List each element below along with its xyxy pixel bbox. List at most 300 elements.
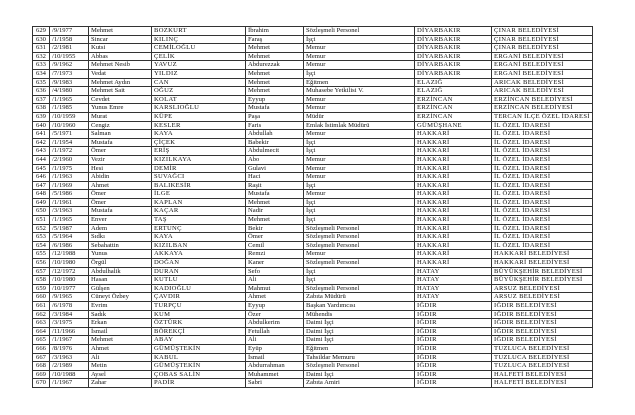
first-name-cell: Kutsi — [89, 44, 152, 53]
birth-date-cell: /1/1958 — [50, 35, 89, 44]
father-name-cell: Abdurezzak — [246, 61, 304, 70]
province-cell: HAKKARİ — [415, 164, 492, 173]
position-cell: Sözleşmeli Personel — [304, 224, 415, 233]
first-name-cell: Murat — [89, 112, 152, 121]
position-cell: İşçi — [304, 181, 415, 190]
province-cell: DİYARBAKIR — [415, 35, 492, 44]
institution-cell: HALFETİ BELEDİYESİ — [492, 370, 593, 379]
table-row — [33, 78, 593, 87]
table-row — [33, 259, 593, 268]
position-cell: İşçi — [304, 198, 415, 207]
father-name-cell: Raşit — [246, 181, 304, 190]
father-name-cell: Mehmet — [246, 198, 304, 207]
first-name-cell: Evrim — [89, 302, 152, 311]
table-row — [33, 61, 593, 70]
birth-date-cell: /1/1961 — [50, 198, 89, 207]
position-cell: İşçi — [304, 267, 415, 276]
first-name-cell: Aysel — [89, 370, 152, 379]
birth-date-cell: /9/1983 — [50, 78, 89, 87]
table-row — [33, 327, 593, 336]
birth-date-cell: /9/1965 — [50, 293, 89, 302]
first-name-cell: Ahmet — [89, 181, 152, 190]
row-number-cell: 650 — [33, 207, 50, 216]
row-number-cell: 669 — [33, 370, 50, 379]
father-name-cell: Mehmet — [246, 69, 304, 78]
table-row — [33, 112, 593, 121]
institution-cell: ÇINAR BELEDİYESİ — [492, 27, 593, 36]
institution-cell: TUZLUCA BELEDİYESİ — [492, 344, 593, 353]
first-name-cell: Ali — [89, 353, 152, 362]
row-number-cell: 655 — [33, 250, 50, 259]
institution-cell: HAKKARİ BELEDİYESİ — [492, 259, 593, 268]
province-cell: HAKKARİ — [415, 130, 492, 139]
institution-cell: ÇINAR BELEDİYESİ — [492, 44, 593, 53]
institution-cell: ARSUZ BELEDİYESİ — [492, 293, 593, 302]
father-name-cell: Faris — [246, 121, 304, 130]
birth-date-cell: /6/1986 — [50, 241, 89, 250]
father-name-cell: Faraş — [246, 35, 304, 44]
position-cell: Sözleşmeli Personel — [304, 241, 415, 250]
position-cell: Daimi İşçi — [304, 370, 415, 379]
father-name-cell: Sefo — [246, 267, 304, 276]
birth-date-cell: /1/1975 — [50, 164, 89, 173]
father-name-cell: Eyüp — [246, 344, 304, 353]
table-row — [33, 267, 593, 276]
first-name-cell: Örgül — [89, 259, 152, 268]
table-row — [33, 241, 593, 250]
position-cell: Sözleşmeli Personel — [304, 27, 415, 36]
surname-cell: DEMİR — [152, 164, 246, 173]
surname-cell: ÇOBAS SALİN — [152, 370, 246, 379]
first-name-cell: Mehmet Nesib — [89, 61, 152, 70]
position-cell: Sözleşmeli Personel — [304, 259, 415, 268]
surname-cell: CAN — [152, 78, 246, 87]
first-name-cell: Adem — [89, 224, 152, 233]
table-row — [33, 27, 593, 36]
father-name-cell: Mehmet — [246, 52, 304, 61]
institution-cell: ARICAK BELEDİYESİ — [492, 78, 593, 87]
table-row — [33, 284, 593, 293]
position-cell: İşçi — [304, 35, 415, 44]
father-name-cell: İbrahim — [246, 27, 304, 36]
table-row — [33, 164, 593, 173]
birth-date-cell: /8/1976 — [50, 344, 89, 353]
first-name-cell: Ömer — [89, 190, 152, 199]
father-name-cell: Ali — [246, 276, 304, 285]
personnel-table — [32, 26, 593, 388]
institution-cell: HALFETİ BELEDİYESİ — [492, 379, 593, 388]
table-row — [33, 155, 593, 164]
birth-date-cell: /1/1972 — [50, 147, 89, 156]
first-name-cell: Yunus — [89, 250, 152, 259]
position-cell: Memur — [304, 130, 415, 139]
row-number-cell: 654 — [33, 241, 50, 250]
province-cell: HAKKARİ — [415, 190, 492, 199]
table-row — [33, 95, 593, 104]
first-name-cell: Vezir — [89, 155, 152, 164]
surname-cell: ÇİÇEK — [152, 138, 246, 147]
surname-cell: ÇELİK — [152, 52, 246, 61]
surname-cell: KIZILKAYA — [152, 155, 246, 164]
institution-cell: İL ÖZEL İDARESİ — [492, 233, 593, 242]
row-number-cell: 659 — [33, 284, 50, 293]
province-cell: HAKKARİ — [415, 173, 492, 182]
row-number-cell: 657 — [33, 267, 50, 276]
birth-date-cell: /10/1960 — [50, 121, 89, 130]
father-name-cell: Nadir — [246, 207, 304, 216]
father-name-cell: Abdulkerim — [246, 319, 304, 328]
institution-cell: ERZİNCAN BELEDİYESİ — [492, 104, 593, 113]
row-number-cell: 661 — [33, 302, 50, 311]
father-name-cell: Muhammet — [246, 370, 304, 379]
position-cell: Memur — [304, 250, 415, 259]
birth-date-cell: /12/1988 — [50, 250, 89, 259]
institution-cell: IĞDIR BELEDİYESİ — [492, 319, 593, 328]
row-number-cell: 639 — [33, 112, 50, 121]
father-name-cell: Mehmet — [246, 78, 304, 87]
surname-cell: AKKAYA — [152, 250, 246, 259]
first-name-cell: Sebahattin — [89, 241, 152, 250]
position-cell: Memur — [304, 61, 415, 70]
first-name-cell: Enver — [89, 216, 152, 225]
province-cell: HAKKARİ — [415, 181, 492, 190]
birth-date-cell: /2/1981 — [50, 44, 89, 53]
row-number-cell: 649 — [33, 198, 50, 207]
row-number-cell: 646 — [33, 173, 50, 182]
institution-cell: İL ÖZEL İDARESİ — [492, 241, 593, 250]
table-row — [33, 69, 593, 78]
position-cell: Emlak İstimlak Müdürü — [304, 121, 415, 130]
table-row — [33, 336, 593, 345]
birth-date-cell: /10/1955 — [50, 52, 89, 61]
position-cell: Daimi İşçi — [304, 336, 415, 345]
birth-date-cell: /3/1975 — [50, 319, 89, 328]
first-name-cell: Mustafa — [89, 207, 152, 216]
institution-cell: TUZLUCA BELEDİYESİ — [492, 362, 593, 371]
position-cell: İşçi — [304, 276, 415, 285]
surname-cell: KABUL — [152, 353, 246, 362]
institution-cell: İL ÖZEL İDARESİ — [492, 181, 593, 190]
father-name-cell: Mehmet — [246, 216, 304, 225]
province-cell: HAKKARİ — [415, 224, 492, 233]
institution-cell: ÇINAR BELEDİYESİ — [492, 35, 593, 44]
first-name-cell: Abdulhalik — [89, 267, 152, 276]
birth-date-cell: /3/1963 — [50, 353, 89, 362]
province-cell: DİYARBAKIR — [415, 44, 492, 53]
first-name-cell: Cengiz — [89, 121, 152, 130]
row-number-cell: 660 — [33, 293, 50, 302]
birth-date-cell: /1/1965 — [50, 95, 89, 104]
first-name-cell: Sincar — [89, 35, 152, 44]
first-name-cell: Abbas — [89, 52, 152, 61]
first-name-cell: Ömer — [89, 147, 152, 156]
father-name-cell: Haci — [246, 173, 304, 182]
institution-cell: İL ÖZEL İDARESİ — [492, 190, 593, 199]
row-number-cell: 631 — [33, 44, 50, 53]
surname-cell: ÇAVDIR — [152, 293, 246, 302]
surname-cell: BÖREKÇİ — [152, 327, 246, 336]
father-name-cell: Abdullah — [246, 130, 304, 139]
birth-date-cell: /3/1984 — [50, 310, 89, 319]
first-name-cell: Vedat — [89, 69, 152, 78]
table-row — [33, 353, 593, 362]
province-cell: IĞDIR — [415, 344, 492, 353]
father-name-cell: Mehmet — [246, 44, 304, 53]
position-cell: Zabıta Amiri — [304, 379, 415, 388]
position-cell: Memur — [304, 44, 415, 53]
position-cell: Eğitmen — [304, 344, 415, 353]
province-cell: DİYARBAKIR — [415, 61, 492, 70]
birth-date-cell: /2/1989 — [50, 362, 89, 371]
surname-cell: CEMİLOĞLU — [152, 44, 246, 53]
institution-cell: İL ÖZEL İDARESİ — [492, 207, 593, 216]
position-cell: Memur — [304, 190, 415, 199]
father-name-cell: Mehmet — [246, 87, 304, 96]
father-name-cell: Özer — [246, 310, 304, 319]
birth-date-cell: /5/1971 — [50, 130, 89, 139]
birth-date-cell: /2/1960 — [50, 155, 89, 164]
birth-date-cell: /1/1967 — [50, 336, 89, 345]
birth-date-cell: /5/1964 — [50, 233, 89, 242]
row-number-cell: 652 — [33, 224, 50, 233]
birth-date-cell: /10/1977 — [50, 284, 89, 293]
position-cell: İşçi — [304, 138, 415, 147]
institution-cell: ERGANİ BELEDİYESİ — [492, 61, 593, 70]
row-number-cell: 633 — [33, 61, 50, 70]
row-number-cell: 667 — [33, 353, 50, 362]
province-cell: ERZİNCAN — [415, 95, 492, 104]
row-number-cell: 665 — [33, 336, 50, 345]
province-cell: DİYARBAKIR — [415, 52, 492, 61]
table-row — [33, 44, 593, 53]
first-name-cell: Salman — [89, 130, 152, 139]
province-cell: HATAY — [415, 267, 492, 276]
surname-cell: GÜMÜŞTEKİN — [152, 344, 246, 353]
surname-cell: KADIOĞLU — [152, 284, 246, 293]
first-name-cell: Mehmet — [89, 27, 152, 36]
province-cell: GÜMÜŞHANE — [415, 121, 492, 130]
province-cell: DİYARBAKIR — [415, 69, 492, 78]
row-number-cell: 637 — [33, 95, 50, 104]
table-row — [33, 198, 593, 207]
institution-cell: HAKKARİ BELEDİYESİ — [492, 250, 593, 259]
table-row — [33, 276, 593, 285]
institution-cell: IĞDIR BELEDİYESİ — [492, 302, 593, 311]
row-number-cell: 666 — [33, 344, 50, 353]
surname-cell: ERTUNÇ — [152, 224, 246, 233]
surname-cell: İLGE — [152, 190, 246, 199]
first-name-cell: Metin — [89, 362, 152, 371]
province-cell: IĞDIR — [415, 319, 492, 328]
first-name-cell: Erkan — [89, 319, 152, 328]
institution-cell: BÜYÜKŞEHİR BELEDİYESİ — [492, 276, 593, 285]
province-cell: HAKKARİ — [415, 259, 492, 268]
birth-date-cell: /1/1985 — [50, 104, 89, 113]
position-cell: Tahsildar Memuru — [304, 353, 415, 362]
position-cell: İşçi — [304, 207, 415, 216]
position-cell: Mühendis — [304, 310, 415, 319]
surname-cell: TURPÇU — [152, 302, 246, 311]
surname-cell: KESLER — [152, 121, 246, 130]
first-name-cell: Abidin — [89, 173, 152, 182]
table-row — [33, 293, 593, 302]
first-name-cell: Mehmet Sait — [89, 87, 152, 96]
father-name-cell: Cemil — [246, 241, 304, 250]
table-row — [33, 216, 593, 225]
father-name-cell: Remzi — [246, 250, 304, 259]
first-name-cell: Cüneyt Özbey — [89, 293, 152, 302]
surname-cell: SUVAĞCI — [152, 173, 246, 182]
institution-cell: İL ÖZEL İDARESİ — [492, 198, 593, 207]
province-cell: IĞDIR — [415, 353, 492, 362]
father-name-cell: Abdulmecit — [246, 147, 304, 156]
row-number-cell: 670 — [33, 379, 50, 388]
institution-cell: ERGANİ BELEDİYESİ — [492, 69, 593, 78]
province-cell: HAKKARİ — [415, 138, 492, 147]
father-name-cell: Ömer — [246, 233, 304, 242]
surname-cell: KIZILBAN — [152, 241, 246, 250]
position-cell: Memur — [304, 173, 415, 182]
position-cell: Sözleşmeli Personel — [304, 284, 415, 293]
row-number-cell: 651 — [33, 216, 50, 225]
birth-date-cell: /12/1972 — [50, 267, 89, 276]
province-cell: IĞDIR — [415, 302, 492, 311]
birth-date-cell: /1/1954 — [50, 138, 89, 147]
first-name-cell: Mustafa — [89, 138, 152, 147]
row-number-cell: 641 — [33, 130, 50, 139]
province-cell: HAKKARİ — [415, 241, 492, 250]
table-row — [33, 319, 593, 328]
institution-cell: ERZİNCAN BELEDİYESİ — [492, 95, 593, 104]
first-name-cell: Hasan — [89, 276, 152, 285]
table-row — [33, 362, 593, 371]
row-number-cell: 658 — [33, 276, 50, 285]
institution-cell: İL ÖZEL İDARESİ — [492, 224, 593, 233]
surname-cell: KÜPE — [152, 112, 246, 121]
position-cell: İşçi — [304, 69, 415, 78]
province-cell: HAKKARİ — [415, 250, 492, 259]
province-cell: IĞDIR — [415, 310, 492, 319]
institution-cell: ARSUZ BELEDİYESİ — [492, 284, 593, 293]
birth-date-cell: /5/1987 — [50, 224, 89, 233]
institution-cell: İL ÖZEL İDARESİ — [492, 155, 593, 164]
position-cell: Daimi İşçi — [304, 319, 415, 328]
row-number-cell: 642 — [33, 138, 50, 147]
surname-cell: TAŞ — [152, 216, 246, 225]
row-number-cell: 663 — [33, 319, 50, 328]
birth-date-cell: /4/1980 — [50, 87, 89, 96]
province-cell: IĞDIR — [415, 362, 492, 371]
position-cell: Memur — [304, 104, 415, 113]
position-cell: Müdür — [304, 112, 415, 121]
position-cell: Memur — [304, 155, 415, 164]
row-number-cell: 644 — [33, 155, 50, 164]
row-number-cell: 645 — [33, 164, 50, 173]
first-name-cell: Hesi — [89, 164, 152, 173]
province-cell: ELAZIĞ — [415, 78, 492, 87]
father-name-cell: Kaner — [246, 259, 304, 268]
surname-cell: GÜMÜŞTEKİN — [152, 362, 246, 371]
position-cell: Muhasebe Yetkilisi V. — [304, 87, 415, 96]
row-number-cell: 647 — [33, 181, 50, 190]
first-name-cell: Mehmet Aydın — [89, 78, 152, 87]
father-name-cell: Mustafa — [246, 104, 304, 113]
surname-cell: DURAN — [152, 267, 246, 276]
table-row — [33, 35, 593, 44]
institution-cell: TERCAN İLÇE ÖZEL İDARESİ — [492, 112, 593, 121]
table-row — [33, 130, 593, 139]
province-cell: IĞDIR — [415, 336, 492, 345]
table-row — [33, 138, 593, 147]
table-row — [33, 52, 593, 61]
province-cell: DİYARBAKIR — [415, 27, 492, 36]
surname-cell: YILDIZ — [152, 69, 246, 78]
father-name-cell: Fetullah — [246, 327, 304, 336]
institution-cell: İL ÖZEL İDARESİ — [492, 216, 593, 225]
institution-cell: ARICAK BELEDİYESİ — [492, 87, 593, 96]
table-row — [33, 173, 593, 182]
province-cell: IĞDIR — [415, 379, 492, 388]
birth-date-cell: /1/1969 — [50, 181, 89, 190]
row-number-cell: 668 — [33, 362, 50, 371]
province-cell: IĞDIR — [415, 327, 492, 336]
father-name-cell: Eyyup — [246, 95, 304, 104]
position-cell: Memur — [304, 164, 415, 173]
institution-cell: İL ÖZEL İDARESİ — [492, 147, 593, 156]
table-row — [33, 181, 593, 190]
position-cell: Zabıta Müdürü — [304, 293, 415, 302]
position-cell: Başkan Yardımcısı — [304, 302, 415, 311]
table-row — [33, 370, 593, 379]
surname-cell: KAÇAR — [152, 207, 246, 216]
surname-cell: DOĞAN — [152, 259, 246, 268]
row-number-cell: 634 — [33, 69, 50, 78]
table-row — [33, 87, 593, 96]
father-name-cell: Sabri — [246, 379, 304, 388]
surname-cell: ABAY — [152, 336, 246, 345]
surname-cell: ÖZTÜRK — [152, 319, 246, 328]
birth-date-cell: /10/1988 — [50, 370, 89, 379]
row-number-cell: 630 — [33, 35, 50, 44]
first-name-cell: Yunus Emre — [89, 104, 152, 113]
row-number-cell: 643 — [33, 147, 50, 156]
row-number-cell: 656 — [33, 259, 50, 268]
father-name-cell: Ahmet — [246, 293, 304, 302]
father-name-cell: Abdurrahman — [246, 362, 304, 371]
province-cell: HATAY — [415, 284, 492, 293]
surname-cell: PADİR — [152, 379, 246, 388]
father-name-cell: Eyyup — [246, 302, 304, 311]
table-row — [33, 104, 593, 113]
table-row — [33, 379, 593, 388]
row-number-cell: 664 — [33, 327, 50, 336]
father-name-cell: İsmail — [246, 353, 304, 362]
table-row — [33, 233, 593, 242]
table-row — [33, 344, 593, 353]
institution-cell: IĞDIR BELEDİYESİ — [492, 336, 593, 345]
birth-date-cell: /7/1973 — [50, 69, 89, 78]
surname-cell: YAVUZ — [152, 61, 246, 70]
surname-cell: KAYA — [152, 233, 246, 242]
province-cell: HAKKARİ — [415, 147, 492, 156]
birth-date-cell: /9/1962 — [50, 61, 89, 70]
birth-date-cell: /1/1965 — [50, 216, 89, 225]
province-cell: HAKKARİ — [415, 155, 492, 164]
birth-date-cell: /3/1963 — [50, 207, 89, 216]
province-cell: HAKKARİ — [415, 216, 492, 225]
birth-date-cell: /9/1977 — [50, 27, 89, 36]
province-cell: HATAY — [415, 293, 492, 302]
